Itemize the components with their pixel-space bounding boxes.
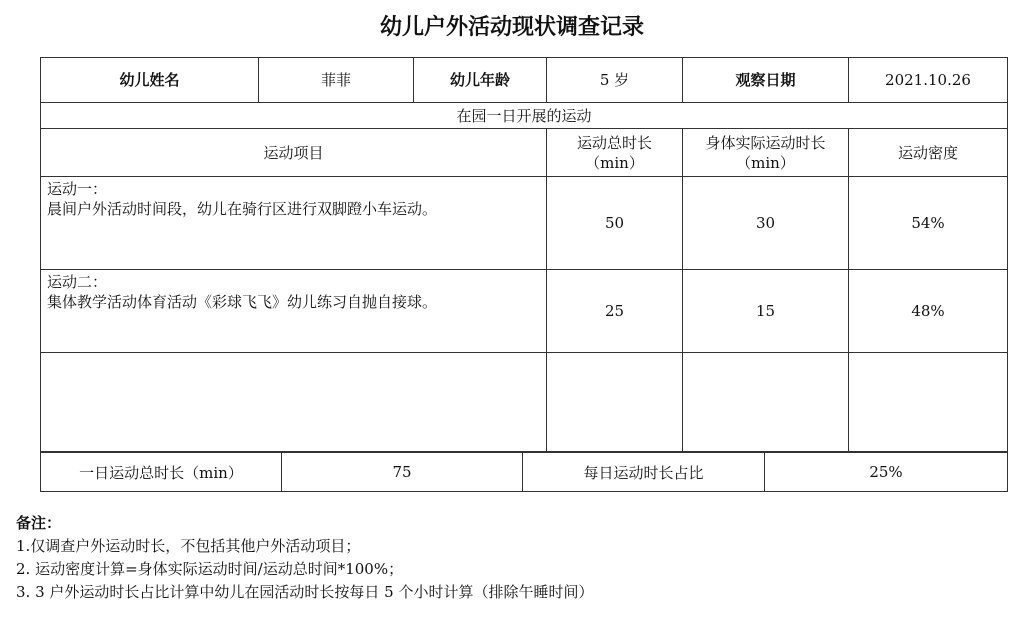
summary-table <box>40 452 1008 492</box>
notes-heading: 备注： <box>16 514 62 532</box>
empty-cell <box>849 353 1008 452</box>
table-row <box>41 270 1008 353</box>
activity-description <box>41 177 547 270</box>
col-item: 运动项目 <box>41 129 547 177</box>
page-title: 幼儿户外活动现状调查记录 <box>379 15 644 40</box>
empty-row <box>41 353 1008 452</box>
activity-title: 运动二： <box>47 273 108 291</box>
activity-description <box>41 270 547 353</box>
header-row <box>41 129 1008 177</box>
ratio-label: 每日运动时长占比 <box>523 453 765 492</box>
activity-detail: 晨间户外活动时间段，幼儿在骑行区进行双脚蹬小车运动。 <box>47 200 438 218</box>
total-duration-label: 一日运动总时长（min） <box>41 453 282 492</box>
age-value: 5 岁 <box>547 58 683 103</box>
date-label: 观察日期 <box>683 58 849 103</box>
name-label: 幼儿姓名 <box>41 58 259 103</box>
name-value: 菲菲 <box>259 58 414 103</box>
actual-duration: 15 <box>683 270 849 353</box>
notes <box>16 512 593 604</box>
total-duration: 50 <box>547 177 683 270</box>
age-label: 幼儿年龄 <box>414 58 547 103</box>
col-density: 运动密度 <box>849 129 1008 177</box>
note-item: 2. 运动密度计算=身体实际运动时间/运动总时间*100%； <box>16 560 404 578</box>
total-duration: 25 <box>547 270 683 353</box>
info-row <box>41 58 1008 103</box>
table-row <box>41 177 1008 270</box>
actual-duration: 30 <box>683 177 849 270</box>
activity-title: 运动一： <box>47 180 108 198</box>
record-table <box>40 57 1008 452</box>
ratio-value: 25% <box>765 453 1008 492</box>
density: 54% <box>849 177 1008 270</box>
note-item: 3. 3 户外运动时长占比计算中幼儿在园活动时长按每日 5 个小时计算（排除午睡时间） <box>16 583 594 601</box>
date-value: 2021.10.26 <box>849 58 1008 103</box>
col-actual: 身体实际运动时长 （min） <box>683 129 849 177</box>
activity-detail: 集体教学活动体育活动《彩球飞飞》幼儿练习自抛自接球。 <box>47 293 438 311</box>
empty-cell <box>41 353 547 452</box>
density: 48% <box>849 270 1008 353</box>
col-total: 运动总时长 （min） <box>547 129 683 177</box>
note-item: 1.仅调查户外运动时长，不包括其他户外活动项目； <box>16 537 361 555</box>
empty-cell <box>547 353 683 452</box>
total-duration-value: 75 <box>282 453 523 492</box>
section-title: 在园一日开展的运动 <box>41 103 1008 129</box>
empty-cell <box>683 353 849 452</box>
